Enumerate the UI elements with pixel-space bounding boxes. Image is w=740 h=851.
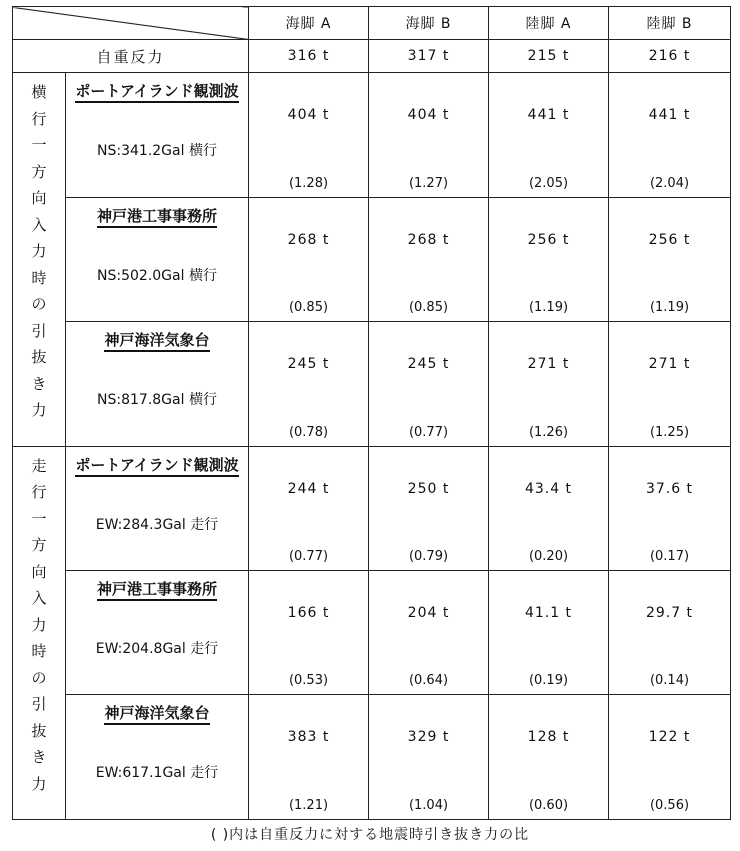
uplift-force: 404 t	[407, 107, 450, 124]
uplift-ratio: (1.19)	[649, 300, 690, 316]
direction-label	[13, 446, 66, 819]
uplift-ratio: (1.28)	[288, 175, 329, 191]
record-acceleration: NS:341.2Gal 横行	[97, 143, 217, 160]
uplift-force: 256 t	[527, 231, 570, 248]
direction-label-char: 力	[31, 401, 47, 420]
record-site-name	[66, 329, 248, 350]
direction-label-char: 向	[31, 189, 47, 208]
uplift-force: 441 t	[527, 107, 570, 124]
record-cell	[66, 571, 249, 695]
direction-label-char: の	[31, 295, 47, 314]
record-cell	[66, 322, 249, 446]
uplift-value-cell	[369, 73, 489, 197]
table-caption: ( )内は自重反力に対する地震時引き抜き力の比	[210, 827, 530, 843]
uplift-ratio: (1.25)	[649, 424, 690, 440]
data-row	[13, 197, 731, 321]
uplift-value-cell	[489, 197, 609, 321]
direction-label-char: 方	[31, 162, 47, 181]
direction-label-char: 抜	[31, 721, 47, 740]
direction-label-char: 力	[31, 242, 47, 261]
uplift-ratio: (1.26)	[528, 424, 569, 440]
uplift-ratio: (0.64)	[408, 673, 449, 689]
uplift-value-cell	[249, 695, 369, 820]
record-cell	[66, 73, 249, 197]
direction-label-char: 一	[31, 136, 47, 155]
uplift-ratio: (0.19)	[528, 673, 569, 689]
uplift-ratio: (0.20)	[528, 549, 569, 565]
direction-label-char: 抜	[31, 348, 47, 367]
uplift-ratio: (0.85)	[408, 300, 449, 316]
uplift-force: 271 t	[648, 356, 691, 373]
uplift-ratio: (0.77)	[288, 549, 329, 565]
uplift-force: 271 t	[527, 356, 570, 373]
direction-label-char: 入	[31, 215, 47, 234]
uplift-ratio: (0.78)	[288, 424, 329, 440]
uplift-value-cell	[249, 322, 369, 446]
uplift-value-cell	[489, 322, 609, 446]
uplift-force: 268 t	[287, 231, 330, 248]
record-site-name	[66, 578, 248, 599]
direction-label-char: き	[31, 748, 47, 767]
uplift-force: 122 t	[648, 729, 691, 746]
record-cell	[66, 695, 249, 820]
self-weight-value: 215 t	[489, 40, 609, 73]
direction-label	[13, 73, 66, 446]
self-weight-value: 216 t	[609, 40, 731, 73]
direction-label-char: 引	[31, 321, 47, 340]
direction-label-char: 方	[31, 536, 47, 555]
record-site-name-text: 神戸港工事事務所	[97, 580, 217, 601]
record-site-name	[66, 205, 248, 226]
corner-diagonal-cell	[13, 7, 249, 40]
record-cell	[66, 197, 249, 321]
uplift-ratio: (0.79)	[408, 549, 449, 565]
uplift-value-cell	[609, 73, 731, 197]
uplift-force: 166 t	[287, 605, 330, 622]
record-site-name-text: ポートアイランド観測波	[75, 82, 238, 103]
uplift-ratio: (1.19)	[528, 300, 569, 316]
uplift-value-cell	[489, 695, 609, 820]
record-site-name	[66, 454, 248, 475]
uplift-ratio: (0.77)	[408, 424, 449, 440]
direction-label-char: 時	[31, 268, 47, 287]
uplift-force: 244 t	[287, 480, 330, 497]
column-header: 陸脚 A	[489, 7, 609, 40]
uplift-force-table	[12, 6, 731, 820]
direction-label-char: 横	[31, 83, 47, 102]
record-site-name-text: 神戸海洋気象台	[104, 704, 209, 725]
uplift-ratio: (0.85)	[288, 300, 329, 316]
direction-label-char: 行	[31, 109, 47, 128]
uplift-ratio: (1.27)	[408, 175, 449, 191]
uplift-value-cell	[369, 695, 489, 820]
data-row	[13, 695, 731, 820]
record-site-name-text: ポートアイランド観測波	[75, 456, 238, 477]
direction-label-char: 引	[31, 695, 47, 714]
direction-label-char: 行	[31, 483, 47, 502]
direction-label-char: 一	[31, 509, 47, 528]
uplift-ratio: (0.60)	[528, 798, 569, 813]
column-header: 海脚 B	[369, 7, 489, 40]
uplift-ratio: (2.04)	[649, 175, 690, 191]
record-acceleration: NS:817.8Gal 横行	[97, 392, 217, 409]
uplift-ratio: (0.14)	[649, 673, 690, 689]
record-site-name-text: 神戸港工事事務所	[97, 207, 217, 228]
direction-label-char: 走	[31, 456, 47, 475]
uplift-value-cell	[249, 446, 369, 570]
direction-label-char: 力	[31, 774, 47, 793]
uplift-ratio: (2.05)	[528, 175, 569, 191]
uplift-force: 43.4 t	[524, 480, 573, 497]
record-site-name-text: 神戸海洋気象台	[104, 331, 209, 352]
column-header: 陸脚 B	[609, 7, 731, 40]
uplift-force: 128 t	[527, 729, 570, 746]
record-cell	[66, 446, 249, 570]
record-acceleration: EW:617.1Gal 走行	[95, 765, 219, 782]
record-acceleration: EW:204.8Gal 走行	[95, 641, 219, 658]
uplift-force: 256 t	[648, 231, 691, 248]
direction-label-char: 向	[31, 562, 47, 581]
data-row	[13, 322, 731, 446]
direction-label-char: 力	[31, 615, 47, 634]
data-row	[13, 73, 731, 197]
self-weight-value: 317 t	[369, 40, 489, 73]
direction-label-char: き	[31, 374, 47, 393]
uplift-force: 441 t	[648, 107, 691, 124]
self-weight-row	[13, 40, 731, 73]
record-site-name	[66, 80, 248, 101]
uplift-force: 204 t	[407, 605, 450, 622]
direction-label-char: の	[31, 668, 47, 687]
uplift-force: 383 t	[287, 729, 330, 746]
record-acceleration: NS:502.0Gal 横行	[97, 267, 217, 284]
column-header: 海脚 A	[249, 7, 369, 40]
uplift-ratio: (1.21)	[288, 798, 329, 813]
uplift-force: 245 t	[407, 356, 450, 373]
self-weight-value: 316 t	[249, 40, 369, 73]
uplift-value-cell	[609, 322, 731, 446]
uplift-value-cell	[609, 695, 731, 820]
uplift-value-cell	[249, 73, 369, 197]
uplift-ratio: (0.17)	[649, 549, 690, 565]
uplift-value-cell	[489, 73, 609, 197]
record-acceleration: EW:284.3Gal 走行	[95, 516, 219, 533]
uplift-force: 29.7 t	[645, 605, 694, 622]
uplift-value-cell	[369, 197, 489, 321]
uplift-value-cell	[369, 322, 489, 446]
uplift-force: 404 t	[287, 107, 330, 124]
uplift-ratio: (0.56)	[649, 798, 690, 813]
record-site-name	[66, 702, 248, 723]
uplift-value-cell	[369, 446, 489, 570]
uplift-force: 329 t	[407, 729, 450, 746]
header-row	[13, 7, 731, 40]
uplift-force: 245 t	[287, 356, 330, 373]
uplift-value-cell	[249, 197, 369, 321]
uplift-value-cell	[249, 571, 369, 695]
self-weight-label: 自重反力	[13, 40, 249, 73]
uplift-force: 268 t	[407, 231, 450, 248]
uplift-value-cell	[609, 446, 731, 570]
uplift-force: 250 t	[407, 480, 450, 497]
uplift-ratio: (0.53)	[288, 673, 329, 689]
uplift-force: 37.6 t	[645, 480, 694, 497]
direction-label-char: 入	[31, 589, 47, 608]
data-row	[13, 446, 731, 570]
uplift-ratio: (1.04)	[408, 798, 449, 813]
uplift-force: 41.1 t	[524, 605, 573, 622]
uplift-value-cell	[609, 197, 731, 321]
uplift-value-cell	[489, 571, 609, 695]
uplift-value-cell	[369, 571, 489, 695]
direction-label-char: 時	[31, 642, 47, 661]
uplift-value-cell	[609, 571, 731, 695]
data-row	[13, 571, 731, 695]
uplift-value-cell	[489, 446, 609, 570]
